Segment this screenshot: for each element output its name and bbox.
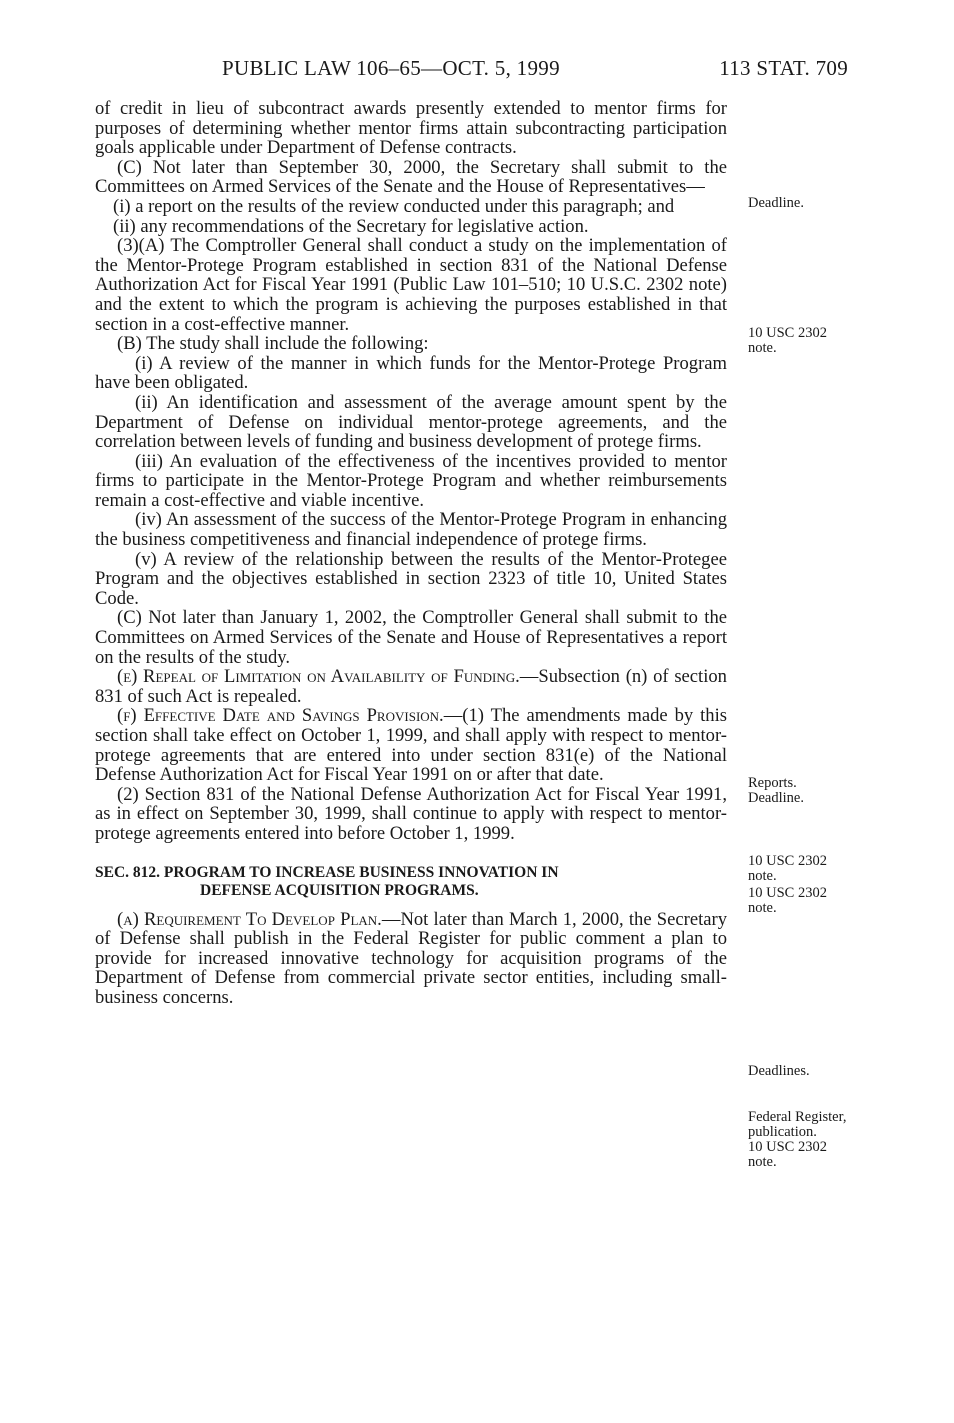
running-header bbox=[96, 56, 848, 86]
text-a-requirement: Not later than March 1, 2000, the Secretary of Defense shall publish in the Federal Register for public comment a plan to provide for increased innovative technology for acquisition programs of the Department of Defense from commercial private sector entities, including small-business concerns. bbox=[95, 908, 727, 1008]
paragraph-b-study: (B) The study shall include the following: bbox=[117, 333, 429, 355]
paragraph-iii-evaluation: (iii) An evaluation of the effectiveness of the incentives provided to mentor firms to participate in the Mentor-Protege Program and whether reimbursements remain a cost-effective and viable incentive. bbox=[95, 450, 727, 511]
margin-note-line: 10 USC 2302 bbox=[748, 885, 827, 901]
paragraph-credit: of credit in lieu of subcontract awards presently extended to mentor firms for purposes of determining whether mentor firms attain subcontracting participation goals applicable under Department of Defense contracts. bbox=[95, 98, 727, 159]
paragraph-f-effective bbox=[95, 706, 727, 784]
margin-note-line: note. bbox=[748, 900, 777, 916]
paragraph-v-review: (v) A review of the relationship between the results of the Mentor-Protegee Program and the objectives established in section 2323 of title 10, United States Code. bbox=[95, 548, 727, 609]
section-heading bbox=[95, 864, 727, 900]
paragraph-a-requirement bbox=[95, 910, 727, 1008]
margin-note-line: note. bbox=[748, 868, 777, 884]
margin-note-line: note. bbox=[748, 340, 777, 356]
margin-note-line: publication. bbox=[748, 1124, 817, 1140]
margin-note-line: Deadline. bbox=[748, 790, 804, 806]
section-heading-line2: DEFENSE ACQUISITION PROGRAMS. bbox=[200, 881, 479, 899]
margin-note-usc-2 bbox=[748, 854, 878, 884]
paragraph-i-report: (i) a report on the results of the review conducted under this paragraph; and bbox=[113, 195, 675, 217]
margin-note-line: 10 USC 2302 bbox=[748, 325, 827, 341]
heading-a-requirement: (a) Requirement To Develop Plan.— bbox=[117, 908, 401, 930]
margin-note-line: Deadline. bbox=[748, 195, 804, 211]
margin-note-line: 10 USC 2302 bbox=[748, 853, 827, 869]
margin-note-usc-3 bbox=[748, 886, 878, 916]
heading-e-repeal: (e) Repeal of Limitation on Availability of Funding.— bbox=[117, 666, 539, 688]
margin-note-line: Deadlines. bbox=[748, 1063, 810, 1079]
paragraph-3a-study: (3)(A) The Comptroller General shall conduct a study on the implementation of the Mentor-Protege Program established in section 831 of the National Defense Authorization Act for Fiscal Year 1991 (Public Law 101–510; 10 U.S.C. 2302 note) and the extent to which the program is achieving the purposes established in that section in a cost-effective manner. bbox=[95, 235, 727, 335]
paragraph-c-secretary: (C) Not later than September 30, 2000, the Secretary shall submit to the Committees on Armed Services of the Senate and the House of Representatives— bbox=[95, 156, 727, 198]
paragraph-ii-recommendations: (ii) any recommendations of the Secretary for legislative action. bbox=[113, 215, 589, 237]
paragraph-2-section: (2) Section 831 of the National Defense Authorization Act for Fiscal Year 1991, as in effect on September 30, 1999, shall continue to apply with respect to mentor-protege agreements entered into before October 1, 1999. bbox=[95, 783, 727, 844]
text-f-effective: (1) The amendments made by this section shall take effect on October 1, 1999, and shall apply with respect to mentor-protege agreements that are entered into under section 831(e) of the National Defense Authorization Act for Fiscal Year 1991 on or after that date. bbox=[95, 705, 727, 786]
header-stat-page: 113 STAT. 709 bbox=[719, 56, 848, 80]
heading-f-effective: (f) Effective Date and Savings Provision.— bbox=[117, 705, 463, 727]
paragraph-e-repeal bbox=[95, 667, 727, 706]
margin-note-line: 10 USC 2302 bbox=[748, 1139, 827, 1155]
section-heading-line1: SEC. 812. PROGRAM TO INCREASE BUSINESS INNOVATION IN bbox=[95, 863, 559, 881]
text-e-repeal: Subsection (n) of section 831 of such Act is repealed. bbox=[95, 666, 727, 707]
margin-note-line: note. bbox=[748, 1154, 777, 1170]
paragraph-c-comptroller: (C) Not later than January 1, 2002, the Comptroller General shall submit to the Committees on Armed Services of the Senate and House of Representatives a report on the results of the study. bbox=[95, 607, 727, 668]
header-title: PUBLIC LAW 106–65—OCT. 5, 1999 bbox=[222, 56, 560, 80]
paragraph-ii-identification: (ii) An identification and assessment of the average amount spent by the Department of Defense on individual mentor-protege agreements, and the correlation between levels of funding and business development of protege firms. bbox=[95, 391, 727, 453]
margin-note-deadlines bbox=[748, 1064, 878, 1079]
margin-note-reports-deadline bbox=[748, 776, 878, 806]
main-text bbox=[95, 99, 727, 1008]
margin-note-line: Federal Register, bbox=[748, 1109, 847, 1125]
margin-note-line: Reports. bbox=[748, 775, 797, 791]
margin-note-federal-register bbox=[748, 1110, 878, 1170]
paragraph-iv-assessment: (iv) An assessment of the success of the Mentor-Protege Program in enhancing the business competitiveness and financial independence of protege firms. bbox=[95, 509, 727, 551]
paragraph-i-review: (i) A review of the manner in which funds for the Mentor-Protege Program have been obligated. bbox=[95, 352, 727, 394]
margin-note-usc-1 bbox=[748, 326, 878, 356]
margin-note-deadline bbox=[748, 196, 878, 211]
